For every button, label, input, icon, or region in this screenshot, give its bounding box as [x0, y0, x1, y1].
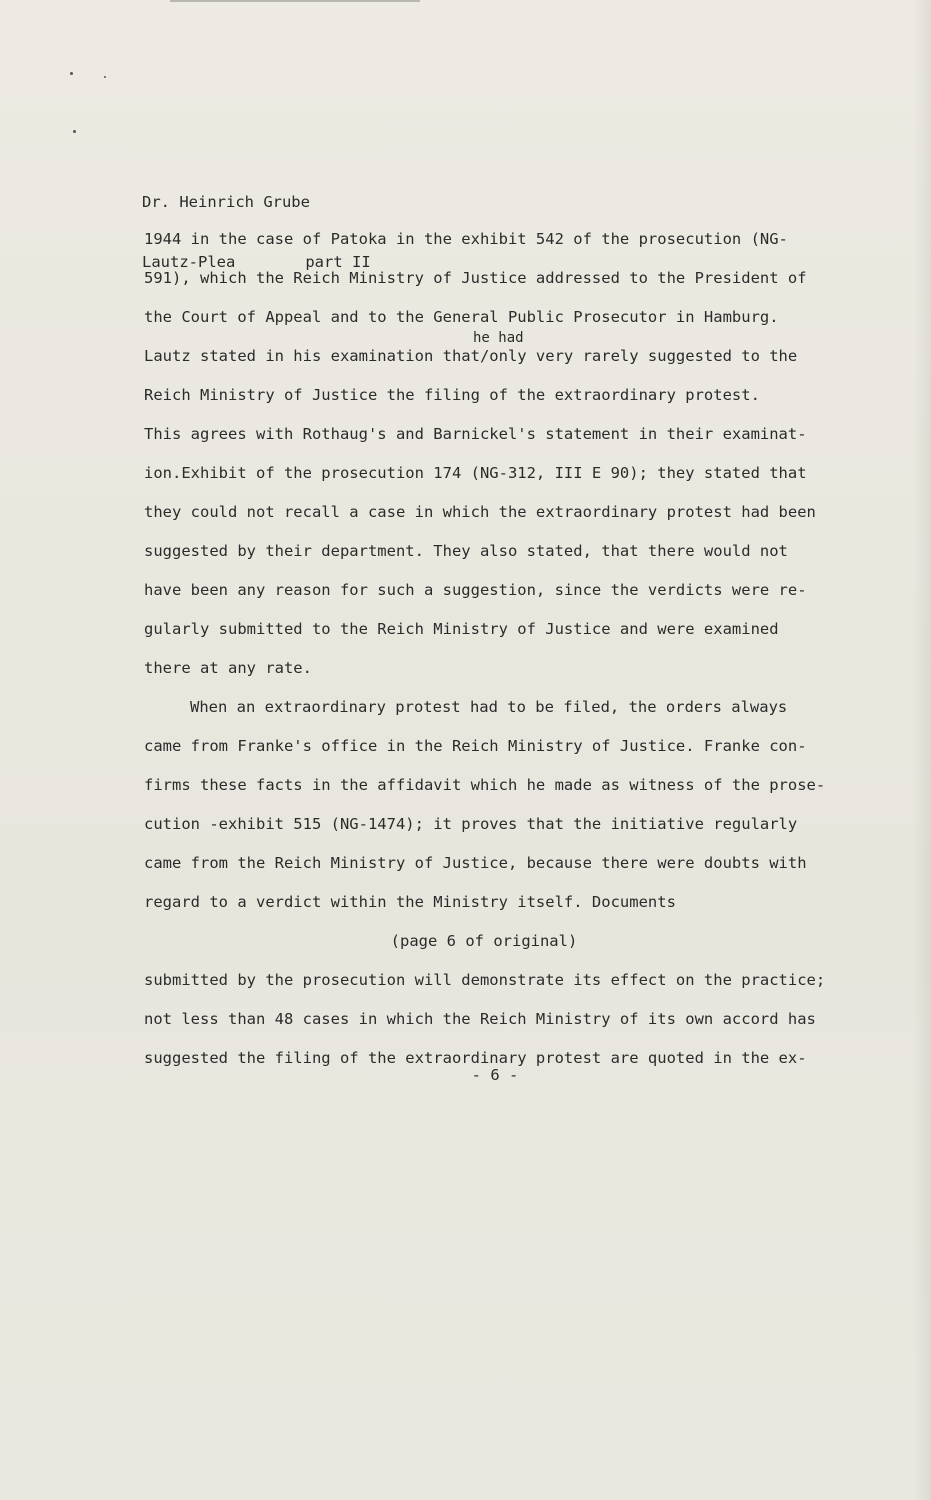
text-line-with-insert [144, 330, 864, 384]
page-edge-shadow [913, 0, 931, 1500]
text-line: the Court of Appeal and to the General Public Prosecutor in Hamburg. [144, 308, 779, 326]
text-line: they could not recall a case in which the extraordinary protest had been [144, 503, 816, 521]
text-line: firms these facts in the affidavit which he made as witness of the prose- [144, 776, 826, 794]
text-line: came from the Reich Ministry of Justice, because there were doubts with [144, 854, 807, 872]
original-page-note: (page 6 of original) [390, 932, 578, 950]
paper-speck [70, 72, 73, 75]
text-line: When an extraordinary protest had to be filed, the orders always [190, 698, 788, 716]
text-line: 1944 in the case of Patoka in the exhibit 542 of the prosecution (NG- [144, 230, 788, 248]
text-line: have been any reason for such a suggestion, since the verdicts were re- [144, 581, 807, 599]
page-number: - 6 - [471, 1066, 519, 1084]
top-edge-mark [170, 0, 420, 2]
text-line: came from Franke's office in the Reich Ministry of Justice. Franke con- [144, 737, 807, 755]
body-text [144, 228, 864, 1086]
text-line: submitted by the prosecution will demonstrate its effect on the practice; [144, 971, 826, 989]
text-line: Lautz stated in his examination that/only very rarely suggested to the [144, 347, 798, 365]
text-line: Reich Ministry of Justice the filing of the extraordinary protest. [144, 386, 760, 404]
text-line: 591), which the Reich Ministry of Justice addressed to the President of [144, 269, 807, 287]
text-line: suggested the filing of the extraordinary protest are quoted in the ex- [144, 1049, 807, 1067]
text-line: not less than 48 cases in which the Reich Ministry of its own accord has [144, 1010, 816, 1028]
text-line: regard to a verdict within the Ministry itself. Documents [144, 893, 676, 911]
header-part: part II [305, 253, 371, 271]
text-line: gularly submitted to the Reich Ministry of Justice and were examined [144, 620, 779, 638]
paper-speck [73, 130, 76, 133]
text-line: This agrees with Rothaug's and Barnickel's statement in their examinat- [144, 425, 807, 443]
interlinear-insert: he had [473, 330, 524, 346]
text-line: there at any rate. [144, 659, 312, 677]
header-author: Dr. Heinrich Grube [142, 193, 310, 211]
header-document: Lautz-Plea [142, 253, 236, 271]
text-line: cution -exhibit 515 (NG-1474); it proves that the initiative regularly [144, 815, 798, 833]
text-line: ion.Exhibit of the prosecution 174 (NG-312, III E 90); they stated that [144, 464, 807, 482]
paper-speck [104, 76, 106, 78]
text-line: suggested by their department. They also stated, that there would not [144, 542, 788, 560]
